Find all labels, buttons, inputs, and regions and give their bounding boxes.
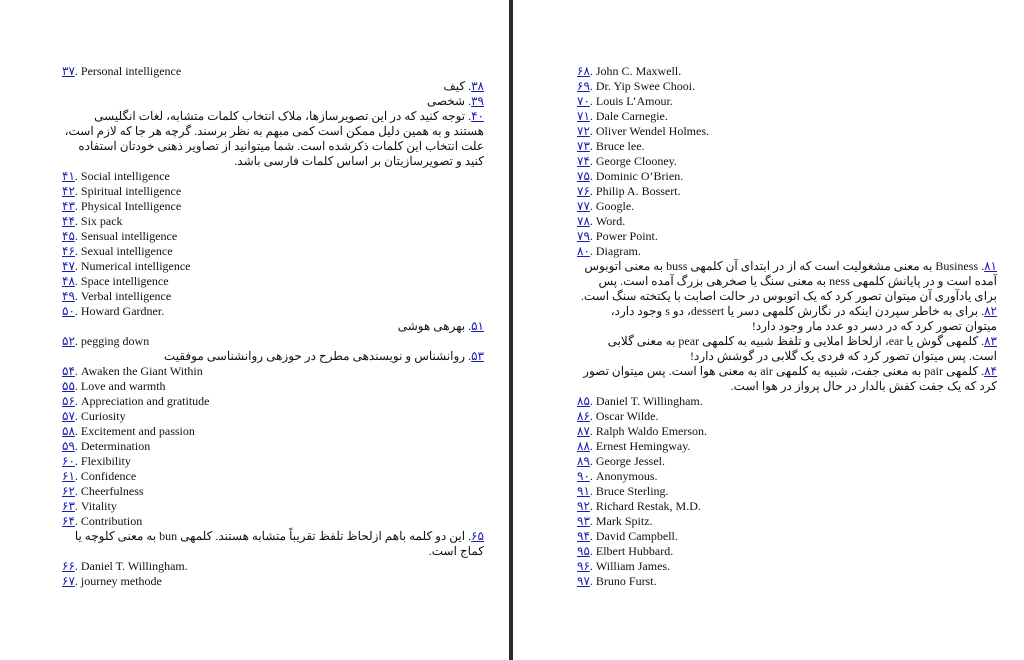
footnote-entry [62, 364, 484, 379]
separator: . [74, 199, 81, 213]
footnote-number-link[interactable]: ۴۳ [62, 199, 75, 213]
footnote-text: Sexual intelligence [80, 244, 173, 258]
footnote-text: Numerical intelligence [80, 259, 191, 273]
footnote-text: Cheerfulness [80, 484, 144, 498]
footnote-entry [577, 64, 997, 79]
footnote-text: Dale Carnegie. [595, 109, 668, 123]
footnote-text: Howard Gardner. [80, 304, 165, 318]
footnote-text: Sensual intelligence [80, 229, 178, 243]
footnote-entry [577, 259, 997, 304]
footnote-entry [62, 214, 484, 229]
footnote-number-link[interactable]: ۶۷ [62, 574, 75, 588]
footnote-text: Google. [595, 199, 635, 213]
footnote-number-link[interactable]: ۴۰ [471, 109, 484, 123]
separator: . [74, 364, 81, 378]
footnote-number-link[interactable]: ۴۸ [62, 274, 75, 288]
separator: . [589, 409, 596, 423]
footnote-text: Business به معنی مشغولیت است که از در ابتدای آن کلمهی buss به معنی اتوبوس آمده است و در پایانش کلمهی ness به معنی سنگ یا صخرهی بزرگ آمده است. پس برای یادآوری آن میتوان تصور کرد که یک اتوبوس در حالت اصابت با یکتخته سنگ است. [580, 259, 997, 303]
footnote-text: Spiritual intelligence [80, 184, 182, 198]
footnote-text: Dominic O’Brien. [595, 169, 684, 183]
left-page [0, 0, 509, 660]
footnote-entry [577, 244, 997, 259]
separator: . [74, 469, 81, 483]
footnote-text: Personal intelligence [80, 64, 182, 78]
footnote-entry [62, 199, 484, 214]
footnote-entry [62, 424, 484, 439]
footnote-entry [577, 169, 997, 184]
footnote-entry [62, 349, 484, 364]
footnote-entry [577, 439, 997, 454]
footnote-number-link[interactable]: ۸۶ [577, 409, 590, 423]
footnote-text: Bruce lee. [595, 139, 645, 153]
footnote-number-link[interactable]: ۳۹ [471, 94, 484, 108]
footnote-text: Excitement and passion [80, 424, 195, 438]
separator: . [465, 94, 472, 108]
footnote-number-link[interactable]: ۴۵ [62, 229, 75, 243]
separator: . [589, 64, 596, 78]
footnote-number-link[interactable]: ۷۶ [577, 184, 590, 198]
footnote-entry [577, 94, 997, 109]
separator: . [74, 439, 81, 453]
footnote-text: برای به خاطر سپردن اینکه در نگارش کلمهی دسر یا dessert، دو s وجود دارد، میتوان تصور کرد که در دسر دو عدد مار وجود دارد! [610, 304, 997, 333]
footnote-number-link[interactable]: ۳۷ [62, 64, 75, 78]
separator: . [589, 79, 596, 93]
footnote-number-link[interactable]: ۹۳ [577, 514, 590, 528]
footnote-text: Contribution [80, 514, 143, 528]
separator: . [589, 94, 596, 108]
footnote-text: Confidence [80, 469, 137, 483]
footnote-text: کیف [443, 79, 466, 93]
separator: . [978, 259, 985, 273]
separator: . [74, 289, 81, 303]
footnote-number-link[interactable]: ۹۶ [577, 559, 590, 573]
footnote-number-link[interactable]: ۷۲ [577, 124, 590, 138]
footnote-entry [577, 304, 997, 334]
separator: . [589, 439, 596, 453]
separator: . [74, 334, 81, 348]
footnote-number-link[interactable]: ۴۹ [62, 289, 75, 303]
footnote-entry [62, 574, 484, 589]
footnote-entry [62, 469, 484, 484]
separator: . [589, 394, 596, 408]
footnote-entry [577, 199, 997, 214]
separator: . [589, 109, 596, 123]
footnote-entry [62, 229, 484, 244]
footnote-entry [577, 559, 997, 574]
footnote-number-link[interactable]: ۸۱ [984, 259, 997, 273]
separator: . [74, 214, 81, 228]
footnote-entry [577, 544, 997, 559]
footnote-number-link[interactable]: ۷۸ [577, 214, 590, 228]
footnote-number-link[interactable]: ۷۴ [577, 154, 590, 168]
separator: . [589, 499, 596, 513]
separator: . [978, 334, 985, 348]
footnote-text: Vitality [80, 499, 117, 513]
footnote-number-link[interactable]: ۸۷ [577, 424, 590, 438]
footnote-number-link[interactable]: ۸۲ [984, 304, 997, 318]
footnote-entry [62, 64, 484, 79]
footnote-number-link[interactable]: ۵۹ [62, 439, 75, 453]
left-footnotes [62, 64, 484, 589]
footnote-number-link[interactable]: ۸۸ [577, 439, 590, 453]
footnote-text: Oscar Wilde. [595, 409, 659, 423]
right-page [513, 0, 1024, 660]
footnote-text: Verbal intelligence [80, 289, 172, 303]
footnote-number-link[interactable]: ۹۷ [577, 574, 590, 588]
footnote-number-link[interactable]: ۵۴ [62, 364, 75, 378]
footnote-entry [577, 214, 997, 229]
footnote-text: Anonymous. [595, 469, 658, 483]
footnote-text: Daniel T. Willingham. [80, 559, 188, 573]
separator: . [589, 124, 596, 138]
separator: . [978, 304, 985, 318]
footnote-number-link[interactable]: ۶۰ [62, 454, 75, 468]
footnote-number-link[interactable]: ۷۷ [577, 199, 590, 213]
footnote-entry [577, 424, 997, 439]
separator: . [74, 574, 81, 588]
footnote-entry [577, 229, 997, 244]
footnote-entry [62, 439, 484, 454]
separator: . [465, 79, 472, 93]
footnote-entry [62, 514, 484, 529]
footnote-entry [62, 94, 484, 109]
footnote-number-link[interactable]: ۶۴ [62, 514, 75, 528]
footnote-text: کلمهی pair به معنی جفت، شبیه به کلمهی air به معنی هوا است. پس میتوان تصور کرد که یک جفت کفش بالدار در حال پرواز در هوا است. [583, 364, 997, 393]
footnote-entry [577, 154, 997, 169]
footnote-text: Social intelligence [80, 169, 170, 183]
separator: . [74, 274, 81, 288]
footnote-entry [577, 394, 997, 409]
footnote-entry [62, 259, 484, 274]
footnote-number-link[interactable]: ۵۰ [62, 304, 75, 318]
footnote-number-link[interactable]: ۸۳ [984, 334, 997, 348]
separator: . [589, 214, 596, 228]
footnote-number-link[interactable]: ۸۹ [577, 454, 590, 468]
footnote-number-link[interactable]: ۵۱ [471, 319, 484, 333]
footnote-entry [577, 454, 997, 469]
footnote-text: Richard Restak, M.D. [595, 499, 701, 513]
footnote-number-link[interactable]: ۸۵ [577, 394, 590, 408]
footnote-number-link[interactable]: ۴۷ [62, 259, 75, 273]
separator: . [589, 454, 596, 468]
footnote-entry [577, 574, 997, 589]
footnote-number-link[interactable]: ۶۲ [62, 484, 75, 498]
footnote-entry [577, 79, 997, 94]
footnote-entry [62, 274, 484, 289]
footnote-number-link[interactable]: ۴۱ [62, 169, 75, 183]
separator: . [589, 529, 596, 543]
footnote-entry [62, 394, 484, 409]
footnote-entry [577, 109, 997, 124]
separator: . [74, 454, 81, 468]
separator: . [74, 244, 81, 258]
footnote-number-link[interactable]: ۸۴ [984, 364, 997, 378]
footnote-text: George Jessel. [595, 454, 665, 468]
separator: . [589, 484, 596, 498]
footnote-text: Mark Spitz. [595, 514, 653, 528]
separator: . [465, 529, 472, 543]
footnote-number-link[interactable]: ۵۳ [471, 349, 484, 363]
separator: . [74, 559, 81, 573]
footnote-text: Flexibility [80, 454, 131, 468]
separator: . [589, 229, 596, 243]
footnote-entry [577, 334, 997, 364]
separator: . [74, 229, 81, 243]
footnote-text: کلمهی گوش یا ear، ازلحاظ املایی و تلفظ شبیه به کلمهی pear به معنی گلابی است. پس میتوان تصور کرد که فردی یک گلابی در گوشش دارد! [607, 334, 997, 363]
footnote-entry [62, 184, 484, 199]
footnote-text: Physical Intelligence [80, 199, 182, 213]
footnote-text: Word. [595, 214, 626, 228]
separator: . [465, 349, 472, 363]
footnote-text: William James. [595, 559, 671, 573]
separator: . [978, 364, 985, 378]
footnote-text: Power Point. [595, 229, 658, 243]
footnote-number-link[interactable]: ۴۶ [62, 244, 75, 258]
footnote-number-link[interactable]: ۵۶ [62, 394, 75, 408]
footnote-number-link[interactable]: ۷۵ [577, 169, 590, 183]
footnote-number-link[interactable]: ۶۸ [577, 64, 590, 78]
footnote-number-link[interactable]: ۹۵ [577, 544, 590, 558]
footnote-number-link[interactable]: ۵۸ [62, 424, 75, 438]
separator: . [589, 424, 596, 438]
footnote-number-link[interactable]: ۷۳ [577, 139, 590, 153]
footnote-text: Love and warmth [80, 379, 166, 393]
footnote-number-link[interactable]: ۷۹ [577, 229, 590, 243]
footnote-entry [62, 409, 484, 424]
footnote-number-link[interactable]: ۵۷ [62, 409, 75, 423]
footnote-number-link[interactable]: ۹۲ [577, 499, 590, 513]
footnote-entry [577, 529, 997, 544]
footnote-text: Determination [80, 439, 151, 453]
footnote-entry [62, 484, 484, 499]
separator: . [589, 139, 596, 153]
footnote-number-link[interactable]: ۳۸ [471, 79, 484, 93]
footnote-entry [62, 499, 484, 514]
footnote-number-link[interactable]: ۹۰ [577, 469, 590, 483]
separator: . [465, 109, 472, 123]
footnote-number-link[interactable]: ۶۱ [62, 469, 75, 483]
footnote-entry [62, 559, 484, 574]
footnote-entry [577, 184, 997, 199]
footnote-entry [577, 514, 997, 529]
footnote-text: Oliver Wendel Holmes. [595, 124, 710, 138]
footnote-text: Dr. Yip Swee Chooi. [595, 79, 696, 93]
separator: . [589, 184, 596, 198]
footnote-number-link[interactable]: ۹۱ [577, 484, 590, 498]
footnote-entry [577, 139, 997, 154]
footnote-text: Bruno Furst. [595, 574, 657, 588]
footnote-number-link[interactable]: ۷۱ [577, 109, 590, 123]
separator: . [74, 499, 81, 513]
separator: . [74, 379, 81, 393]
separator: . [74, 259, 81, 273]
footnote-text: Daniel T. Willingham. [595, 394, 703, 408]
footnote-entry [577, 499, 997, 514]
separator: . [589, 469, 596, 483]
footnote-text: Appreciation and gratitude [80, 394, 210, 408]
footnote-text: Bruce Sterling. [595, 484, 669, 498]
footnote-text: Louis L’Amour. [595, 94, 673, 108]
separator: . [589, 244, 596, 258]
footnote-number-link[interactable]: ۴۲ [62, 184, 75, 198]
footnote-text: pegging down [80, 334, 150, 348]
footnote-entry [577, 484, 997, 499]
footnote-number-link[interactable]: ۵۵ [62, 379, 75, 393]
separator: . [74, 64, 81, 78]
footnote-text: David Campbell. [595, 529, 678, 543]
footnote-text: بهرهی هوشی [397, 319, 466, 333]
footnote-text: این دو کلمه باهم ازلحاظ تلفظ تقریباً متشابه هستند. کلمهی bun به معنی کلوچه یا کماج است. [74, 529, 484, 558]
footnote-entry [62, 379, 484, 394]
footnote-entry [577, 124, 997, 139]
footnote-text: Elbert Hubbard. [595, 544, 674, 558]
footnote-number-link[interactable]: ۴۴ [62, 214, 75, 228]
footnote-text: Ralph Waldo Emerson. [595, 424, 708, 438]
footnote-text: Six pack [80, 214, 123, 228]
footnote-number-link[interactable]: ۶۳ [62, 499, 75, 513]
footnote-number-link[interactable]: ۸۰ [577, 244, 590, 258]
footnote-text: John C. Maxwell. [595, 64, 682, 78]
separator: . [74, 304, 81, 318]
separator: . [74, 424, 81, 438]
footnote-number-link[interactable]: ۷۰ [577, 94, 590, 108]
separator: . [74, 484, 81, 498]
separator: . [74, 169, 81, 183]
separator: . [465, 319, 472, 333]
footnote-entry [577, 364, 997, 394]
footnote-number-link[interactable]: ۹۴ [577, 529, 590, 543]
footnote-entry [62, 79, 484, 94]
separator: . [74, 184, 81, 198]
footnote-number-link[interactable]: ۵۲ [62, 334, 75, 348]
separator: . [589, 544, 596, 558]
footnote-text: George Clooney. [595, 154, 677, 168]
footnote-text: Space intelligence [80, 274, 169, 288]
right-footnotes [577, 64, 997, 589]
footnote-entry [62, 169, 484, 184]
separator: . [74, 409, 81, 423]
footnote-text: Ernest Hemingway. [595, 439, 691, 453]
footnote-entry [62, 244, 484, 259]
footnote-text: شخصی [426, 94, 466, 108]
footnote-entry [62, 334, 484, 349]
footnote-entry [577, 469, 997, 484]
separator: . [589, 559, 596, 573]
footnote-entry [62, 454, 484, 469]
separator: . [589, 154, 596, 168]
separator: . [74, 514, 81, 528]
footnote-text: Curiosity [80, 409, 126, 423]
footnote-entry [62, 529, 484, 559]
footnote-text: روانشناس و نویسندهی مطرح در حوزهی روانشناسی موفقیت [163, 349, 466, 363]
footnote-entry [62, 319, 484, 334]
footnote-text: Awaken the Giant Within [80, 364, 203, 378]
footnote-text: Philip A. Bossert. [595, 184, 681, 198]
separator: . [589, 199, 596, 213]
footnote-entry [62, 304, 484, 319]
footnote-entry [62, 289, 484, 304]
footnote-entry [62, 109, 484, 169]
footnote-number-link[interactable]: ۶۵ [471, 529, 484, 543]
footnote-number-link[interactable]: ۶۹ [577, 79, 590, 93]
separator: . [74, 394, 81, 408]
footnote-number-link[interactable]: ۶۶ [62, 559, 75, 573]
footnote-text: توجه کنید که در این تصویرسازها، ملاک انتخاب کلمات متشابه، لغات انگلیسی هستند و به همین دلیل ممکن است کمی مبهم به نظر برسند. گرچه هر جا که لازم است، علت انتخاب این کلمات ذکرشده است. شما میتوانید از تصاویر ذهنی خودتان استفاده کنید و تصویرسازیتان بر اساس کلمات فارسی باشد. [64, 109, 484, 168]
footnote-text: Diagram. [595, 244, 641, 258]
separator: . [589, 514, 596, 528]
footnote-text: journey methode [80, 574, 162, 588]
footnote-entry [577, 409, 997, 424]
separator: . [589, 574, 596, 588]
separator: . [589, 169, 596, 183]
